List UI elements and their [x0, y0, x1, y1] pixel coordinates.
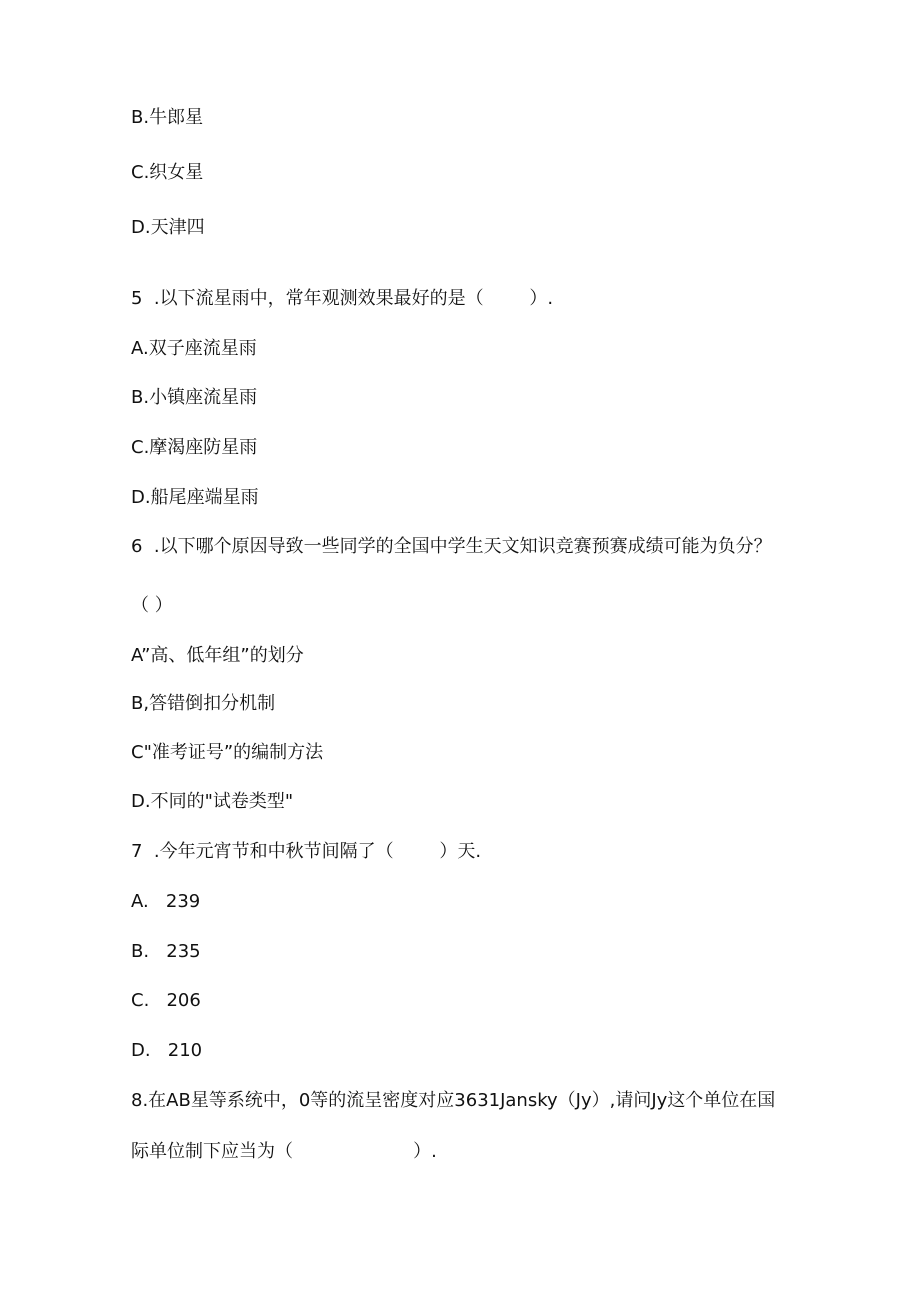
option-c-q6: C"准考证号”的编制方法 [131, 742, 324, 763]
question-7: 7 .今年元宵节和中秋节间隔了（ ）天. [131, 841, 482, 862]
option-d-q7: D. 210 [131, 1040, 203, 1061]
option-a-q5: A.双子座流星雨 [131, 338, 257, 359]
option-b-q7: B. 235 [131, 941, 201, 962]
question-6: 6 .以下哪个原因导致一些同学的全国中学生天文知识竞赛预赛成绩可能为负分？ [131, 536, 772, 557]
question-8: 8.在AB星等系统中，0等的流呈密度对应3631Jansky（Jy）,请问Jy这个单位在国 [131, 1090, 776, 1111]
option-a-q6: A”高、低年组”的划分 [131, 645, 304, 666]
option-c-q5: C.摩渴座防星雨 [131, 437, 258, 458]
question-6-blank: （ ） [131, 595, 173, 616]
question-8-continued: 际单位制下应当为（ ）. [131, 1141, 437, 1162]
option-b-q5: B.小镇座流星雨 [131, 387, 258, 408]
option-d-q4: D.天津四 [131, 217, 205, 238]
question-5: 5 .以下流星雨中，常年观测效果最好的是（ ）. [131, 288, 554, 309]
option-b-q6: B,答错倒扣分机制 [131, 693, 276, 714]
option-b-q4: B.牛郎星 [131, 107, 204, 128]
option-a-q7: A. 239 [131, 891, 201, 912]
option-d-q5: D.船尾座端星雨 [131, 487, 259, 508]
option-d-q6: D.不同的"试卷类型" [131, 791, 294, 812]
option-c-q7: C. 206 [131, 990, 201, 1011]
option-c-q4: C.织女星 [131, 162, 204, 183]
